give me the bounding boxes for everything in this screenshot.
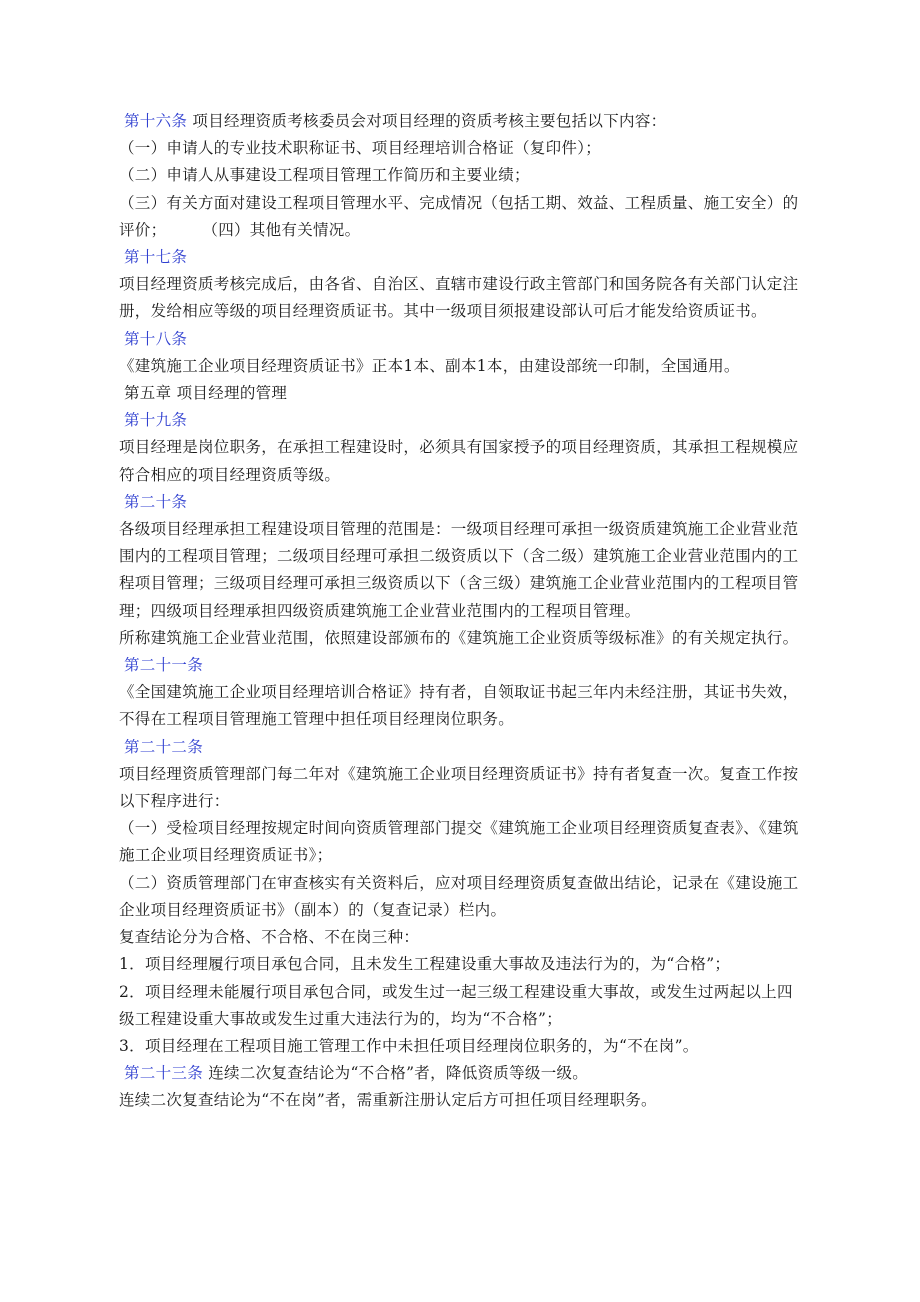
article-16-heading: 第十六条 (124, 112, 188, 130)
article-23-text-2: 连续二次复查结论为“不在岗”者，需重新注册认定后方可担任项目经理职务。 (119, 1091, 657, 1110)
article-18-heading: 第十八条 (124, 329, 188, 348)
article-20-text: 各级项目经理承担工程建设项目管理的范围是：一级项目经理可承担一级资质建筑施工企业营业范围内的工程项目管理；二级项目经理可承担二级资质以下（含二级）建筑施工企业营业范围内的工程项目管理；三级项目经理可承担三级资质以下（含三级）建筑施工企业营业范围内的工程项目管理；四级项目经理承担四级资质建筑施工企业营业范围内的工程项目管理。 (119, 520, 799, 620)
article-16-item-1: （一）申请人的专业技术职称证书、项目经理培训合格证（复印件）； (119, 139, 602, 158)
article-22-step-2: （二）资质管理部门在审查核实有关资料后，应对项目经理资质复查做出结论，记录在《建设施工企业项目经理资质证书》（副本）的（复查记录）栏内。 (119, 873, 799, 919)
article-18-text: 《建筑施工企业项目经理资质证书》正本1本、副本1本，由建设部统一印制，全国通用。 (119, 356, 740, 375)
article-22-text: 项目经理资质管理部门每二年对《建筑施工企业项目经理资质证书》持有者复查一次。复查工作按以下程序进行： (119, 764, 799, 811)
article-22-result-3: 3．项目经理在工程项目施工管理工作中未担任项目经理岗位职务的，为“不在岗”。 (119, 1036, 699, 1055)
article-16 (119, 108, 803, 135)
article-23 (119, 1060, 803, 1087)
article-19-heading: 第十九条 (124, 411, 188, 430)
article-17-text: 项目经理资质考核完成后，由各省、自治区、直辖市建设行政主管部门和国务院各有关部门认定注册，发给相应等级的项目经理资质证书。其中一级项目须报建设部认可后才能发给资质证书。 (119, 275, 799, 321)
article-22-result-1: 1．项目经理履行项目承包合同，且未发生工程建设重大事故及违法行为的，为“合格”； (119, 955, 731, 974)
article-16-item-3 (119, 190, 803, 244)
article-16-item-4: （四）其他有关情况。 (202, 220, 361, 239)
article-21-text: 《全国建筑施工企业项目经理培训合格证》持有者，自领取证书起三年内未经注册，其证书失效，不得在工程项目管理施工管理中担任项目经理岗位职务。 (119, 683, 799, 729)
article-20-text-2: 所称建筑施工企业营业范围，依照建设部颁布的《建筑施工企业资质等级标准》的有关规定执行。 (119, 628, 799, 647)
article-16-item-2: （二）申请人从事建设工程项目管理工作简历和主要业绩； (119, 166, 530, 185)
article-16-text: 项目经理资质考核委员会对项目经理的资质考核主要包括以下内容： (187, 112, 667, 130)
article-23-heading: 第二十三条 (124, 1064, 204, 1083)
article-22-step-1: （一）受检项目经理按规定时间向资质管理部门提交《建筑施工企业项目经理资质复查表》、《建筑施工企业项目经理资质证书》； (119, 819, 799, 865)
article-22-heading: 第二十二条 (124, 737, 204, 756)
article-20-heading: 第二十条 (124, 492, 188, 511)
article-23-text: 连续二次复查结论为“不合格”者，降低资质等级一级。 (203, 1064, 589, 1083)
chapter-5-heading: 第五章 项目经理的管理 (124, 384, 288, 403)
article-17-heading: 第十七条 (124, 248, 188, 267)
article-22-result-2: 2．项目经理未能履行项目承包合同，或发生过一起三级工程建设重大事故，或发生过两起以上四级工程建设重大事故或发生过重大违法行为的，均为“不合格”； (119, 982, 793, 1028)
article-16-item-3-text: （三）有关方面对建设工程项目管理水平、完成情况（包括工期、效益、工程质量、施工安全）的评价； (119, 193, 799, 239)
document-body (119, 108, 803, 1115)
article-22-results-intro: 复查结论分为合格、不合格、不在岗三种： (119, 928, 420, 947)
article-21-heading: 第二十一条 (124, 656, 204, 675)
article-19-text: 项目经理是岗位职务，在承担工程建设时，必须具有国家授予的项目经理资质，其承担工程规模应符合相应的项目经理资质等级。 (119, 438, 799, 484)
